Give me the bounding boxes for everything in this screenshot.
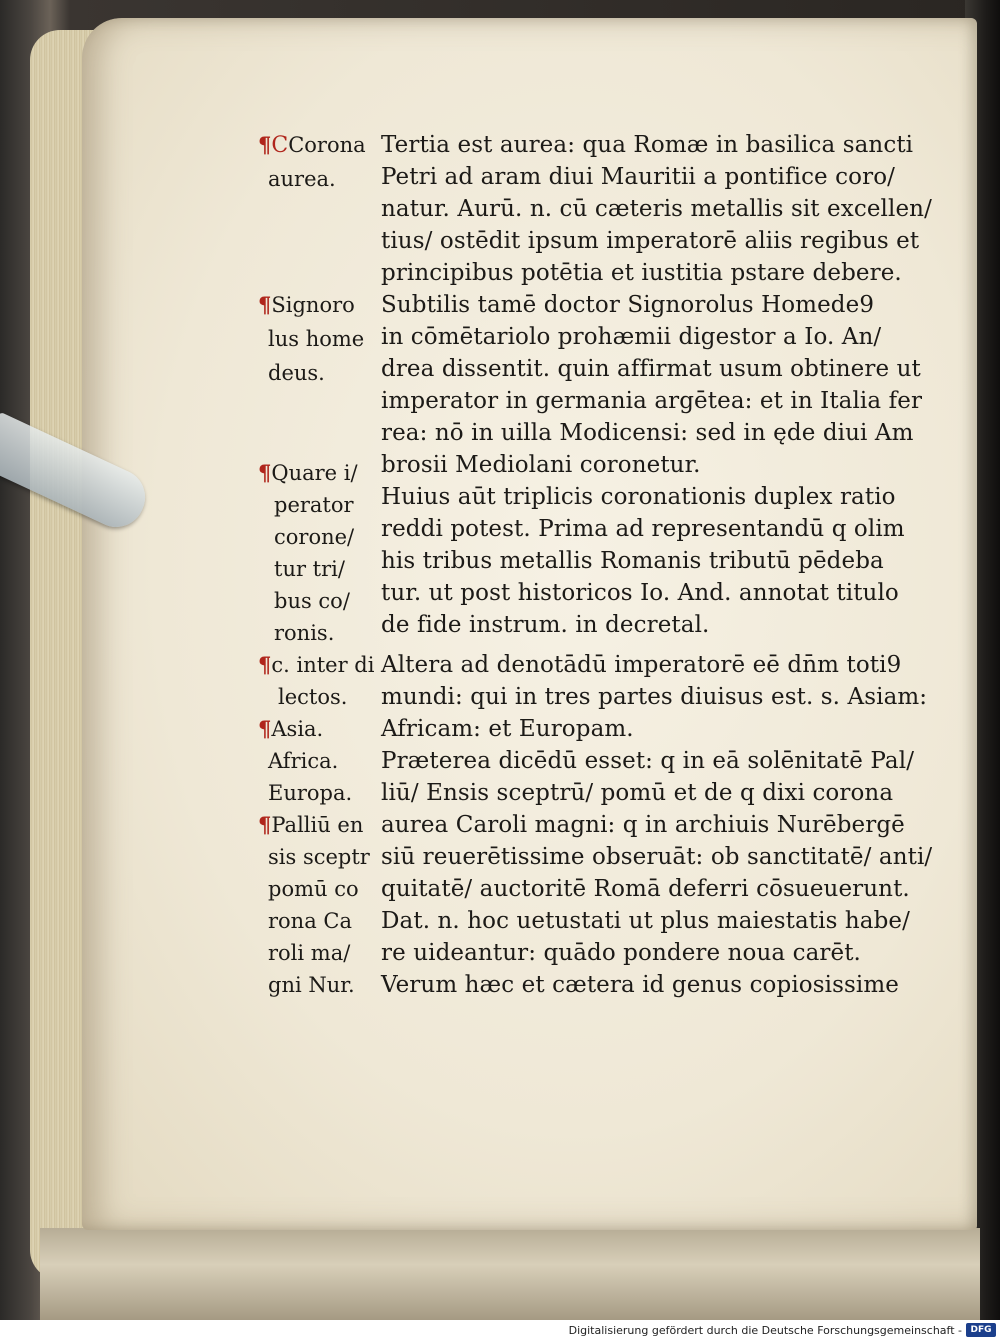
gloss-line: gni Nur. — [268, 973, 355, 997]
text-line: brosii Mediolani coronetur. — [381, 452, 701, 478]
gloss-line: ronis. — [274, 621, 335, 645]
gloss-line: ¶Signoro — [258, 292, 355, 317]
text-line: Huius aūt triplicis coronationis duplex ratio — [381, 484, 896, 510]
gloss-line: sis sceptr — [268, 845, 370, 869]
gloss-line: aurea. — [268, 167, 336, 191]
dfg-logo-icon: DFG — [966, 1323, 996, 1337]
text-line: quitatē/ auctoritē Romā deferri cōsueuerunt. — [381, 876, 910, 902]
text-line: rea: nō in uilla Modicensi: sed in ęde diui Am — [381, 420, 914, 446]
gloss-line: pomū co — [268, 877, 359, 901]
gloss-line: ¶CCorona — [258, 132, 366, 158]
gloss-line: ¶c. inter di — [258, 652, 375, 677]
text-line: mundi: qui in tres partes diuisus est. s. Asiam: — [381, 684, 928, 710]
text-line: re uideantur: quādo pondere noua carēt. — [381, 940, 861, 966]
text-line: Africam: et Europam. — [381, 716, 634, 742]
book-cover-bottom — [40, 1228, 980, 1320]
gloss-line: tur tri/ — [274, 557, 345, 581]
text-line: Verum hæc et cætera id genus copiosissime — [381, 972, 899, 998]
text-line: drea dissentit. quin affirmat usum obtinere ut — [381, 356, 921, 382]
gloss-line: rona Ca — [268, 909, 352, 933]
footer-credit: Digitalisierung gefördert durch die Deutsche Forschungsgemeinschaft - — [568, 1324, 962, 1337]
gloss-line: ¶Palliū en — [258, 812, 364, 837]
gloss-line: roli ma/ — [268, 941, 351, 965]
text-line: in cōmētariolo prohæmii digestor a Io. An/ — [381, 324, 882, 350]
text-line: tius/ ostēdit ipsum imperatorē aliis regibus et — [381, 228, 920, 254]
gloss-line: ¶Quare i/ — [258, 460, 358, 485]
text-line: principibus potētia et iustitia pstare debere. — [381, 260, 902, 286]
text-line: siū reuerētissime obseruāt: ob sanctitatē/ anti/ — [381, 844, 933, 870]
text-line: his tribus metallis Romanis tributū pēdeba — [381, 548, 884, 574]
text-line: liū/ Ensis sceptrū/ pomū et de q dixi corona — [381, 780, 894, 806]
gloss-line: Africa. — [268, 749, 339, 773]
text-line: de fide instrum. in decretal. — [381, 612, 710, 638]
gloss-line: lus home — [268, 327, 365, 351]
text-line: reddi potest. Prima ad representandū q olim — [381, 516, 905, 542]
text-line: aurea Caroli magni: q in archiuis Nurēbergē — [381, 812, 905, 838]
text-line: natur. Aurū. n. cū cæteris metallis sit excellen/ — [381, 196, 932, 222]
text-line: Tertia est aurea: qua Romæ in basilica sancti — [381, 132, 914, 158]
gloss-line: deus. — [268, 361, 325, 385]
digitization-footer — [0, 1320, 1000, 1341]
text-line: Altera ad denotādū imperatorē eē dn̄m toti9 — [381, 652, 902, 678]
gloss-line: corone/ — [274, 525, 355, 549]
gloss-line: bus co/ — [274, 589, 350, 613]
text-line: Dat. n. hoc uetustati ut plus maiestatis habe/ — [381, 908, 910, 934]
text-line: Petri ad aram diui Mauritii a pontifice coro/ — [381, 164, 895, 190]
text-line: imperator in germania argētea: et in Italia fer — [381, 388, 923, 414]
text-line: tur. ut post historicos Io. And. annotat titulo — [381, 580, 899, 606]
text-line: Præterea dicēdū esset: q in eā solēnitatē Pal/ — [381, 748, 915, 774]
text-line: Subtilis tamē doctor Signorolus Homede9 — [381, 292, 875, 318]
gloss-line: perator — [274, 493, 354, 517]
gloss-line: lectos. — [278, 685, 348, 709]
gloss-line: Europa. — [268, 781, 353, 805]
gloss-line: ¶Asia. — [258, 716, 324, 741]
